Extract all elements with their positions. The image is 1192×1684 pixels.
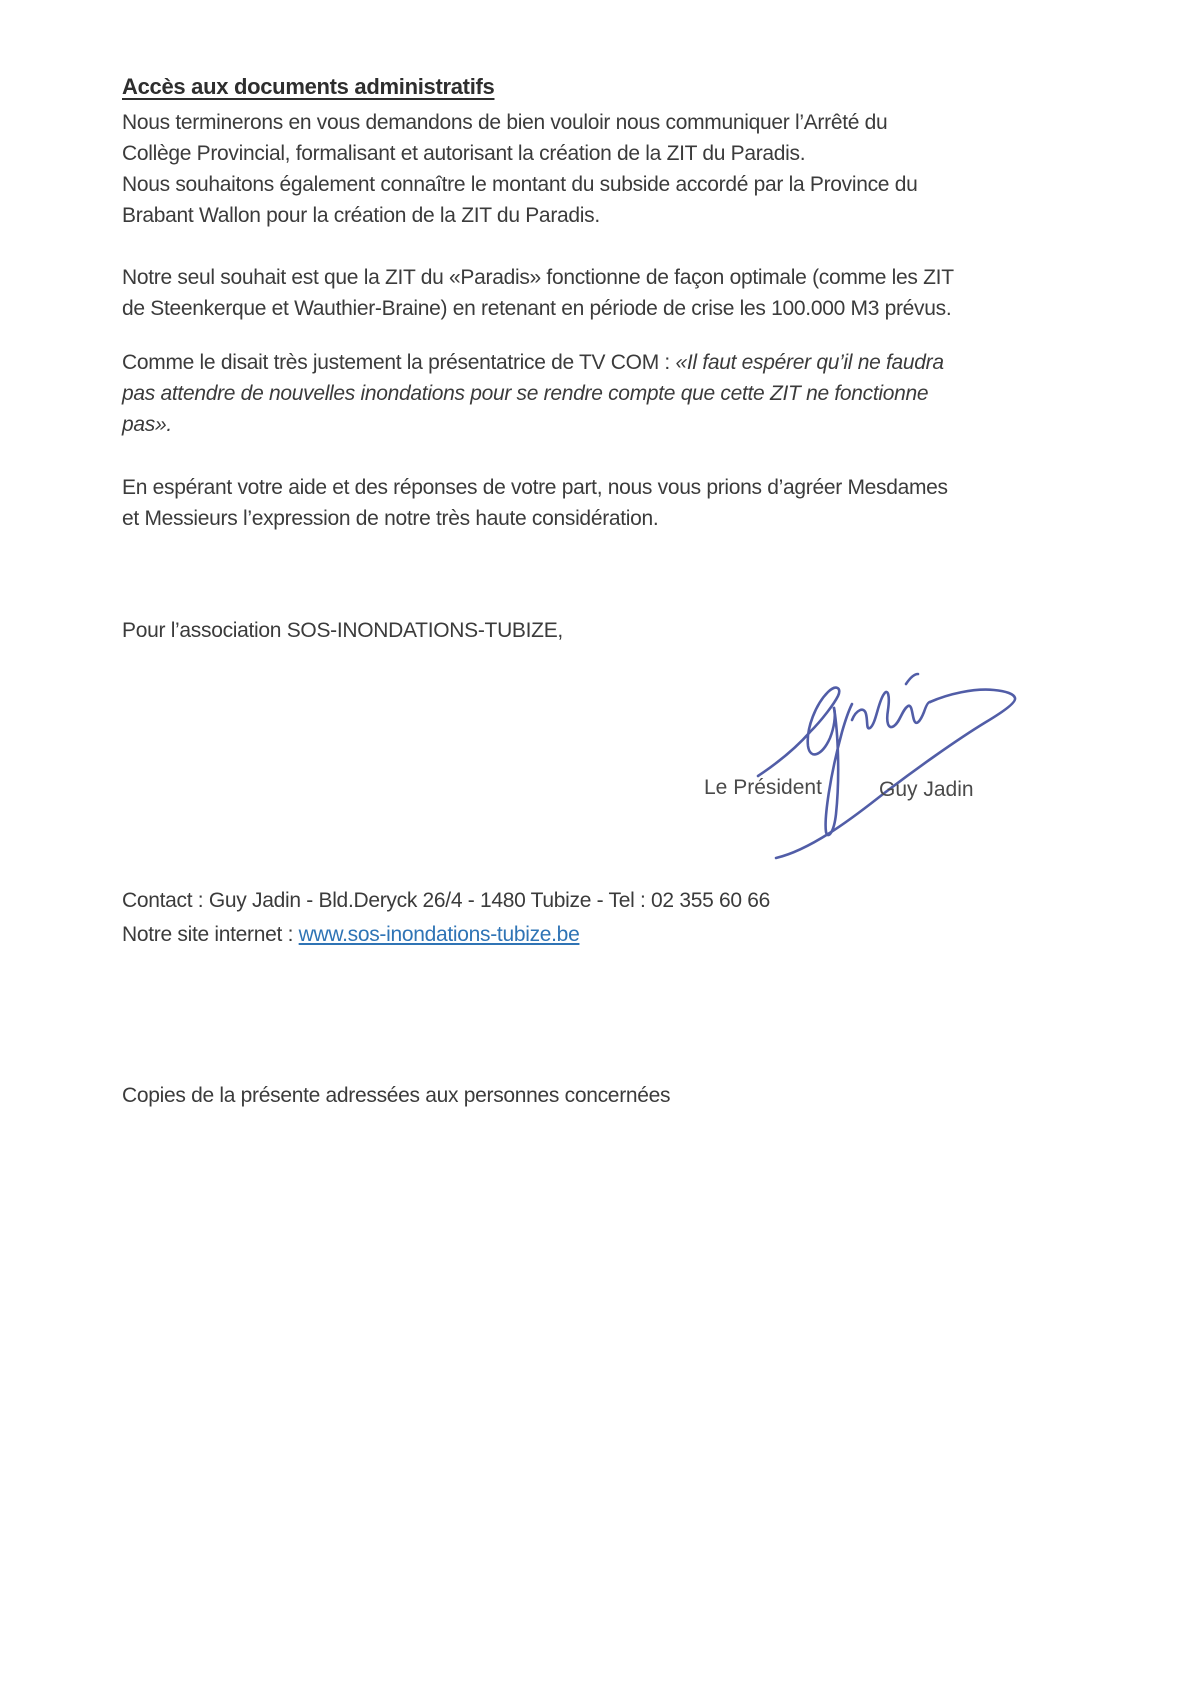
paragraph-line: En espérant votre aide et des réponses de votre part, nous vous prions d’agréer Mesdames: [122, 476, 948, 499]
paragraph-line: Nous souhaitons également connaître le montant du subside accordé par la Province du: [122, 173, 918, 196]
paragraph-line: de Steenkerque et Wauthier-Braine) en retenant en période de crise les 100.000 M3 prévus.: [122, 297, 952, 320]
handwritten-signature: [718, 636, 1038, 880]
paragraph-wish: [122, 262, 954, 324]
paragraph-line: Notre seul souhait est que la ZIT du «Paradis» fonctionne de façon optimale (comme les ZIT: [122, 266, 954, 289]
paragraph-line: [122, 347, 944, 378]
quote-text: pas attendre de nouvelles inondations pour se rendre compte que cette ZIT ne fonctionne: [122, 382, 929, 405]
contact-line: Contact : Guy Jadin - Bld.Deryck 26/4 - 1480 Tubize - Tel : 02 355 60 66: [122, 889, 771, 912]
paragraph-line: et Messieurs l’expression de notre très haute considération.: [122, 507, 659, 530]
paragraph-quote: [122, 347, 944, 440]
website-line: [122, 919, 579, 950]
paragraph-line: Brabant Wallon pour la création de la ZIT du Paradis.: [122, 204, 600, 227]
paragraph-line: Nous terminerons en vous demandons de bien vouloir nous communiquer l’Arrêté du: [122, 111, 888, 134]
quote-text: «Il faut espérer qu’il ne faudra: [675, 351, 944, 374]
paragraph-closing: [122, 472, 948, 534]
section-heading: Accès aux documents administratifs: [122, 74, 495, 99]
quote-text: pas».: [122, 413, 172, 436]
quote-intro: Comme le disait très justement la présentatrice de TV COM :: [122, 351, 676, 374]
paragraph-access-request: [122, 107, 917, 231]
copies-note: Copies de la présente adressées aux personnes concernées: [122, 1084, 671, 1107]
website-label: Notre site internet :: [122, 923, 299, 946]
signature-name: Guy Jadin: [879, 778, 974, 801]
paragraph-line: Collège Provincial, formalisant et autorisant la création de la ZIT du Paradis.: [122, 142, 806, 165]
association-line: Pour l’association SOS-INONDATIONS-TUBIZE,: [122, 619, 563, 642]
website-link[interactable]: www.sos-inondations-tubize.be: [298, 923, 580, 946]
signature-title: Le Président: [704, 776, 822, 799]
